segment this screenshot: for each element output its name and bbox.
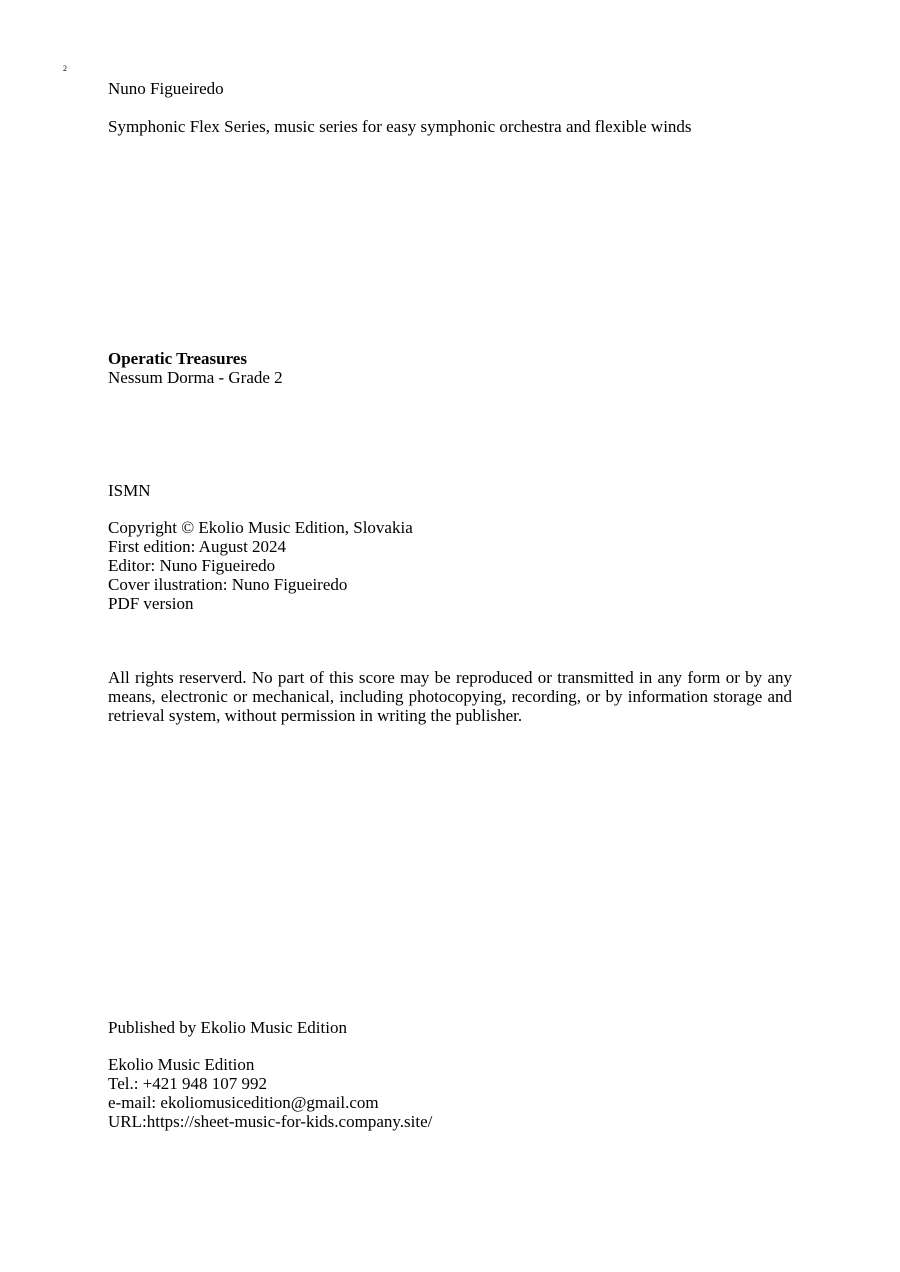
editor-line: Editor: Nuno Figueiredo [108,556,276,575]
edition-line: First edition: August 2024 [108,537,287,556]
publisher-contact-block [108,1055,432,1131]
publisher-email: e-mail: ekoliomusicedition@gmail.com [108,1093,379,1112]
page-number: 2 [63,64,67,73]
work-title-block [108,349,283,387]
series-description: Symphonic Flex Series, music series for easy symphonic orchestra and flexible winds [108,117,692,136]
copyright-line: Copyright © Ekolio Music Edition, Slovakia [108,518,413,537]
author-name: Nuno Figueiredo [108,79,224,98]
work-subtitle: Nessum Dorma - Grade 2 [108,368,283,387]
copyright-block [108,518,413,613]
rights-notice: All rights reserverd. No part of this score may be reproduced or transmitted in any form or by any means, electronic or mechanical, including photocopying, recording, or by information storage and retrieval system, without permission in writing the publisher. [108,668,792,725]
publisher-phone: Tel.: +421 948 107 992 [108,1074,268,1093]
publisher-url: URL:https://sheet-music-for-kids.company.site/ [108,1112,433,1131]
ismn-label: ISMN [108,481,151,500]
publisher-name: Ekolio Music Edition [108,1055,255,1074]
work-title: Operatic Treasures [108,349,247,368]
published-by: Published by Ekolio Music Edition [108,1018,347,1037]
cover-illustration-line: Cover ilustration: Nuno Figueiredo [108,575,348,594]
version-line: PDF version [108,594,194,613]
